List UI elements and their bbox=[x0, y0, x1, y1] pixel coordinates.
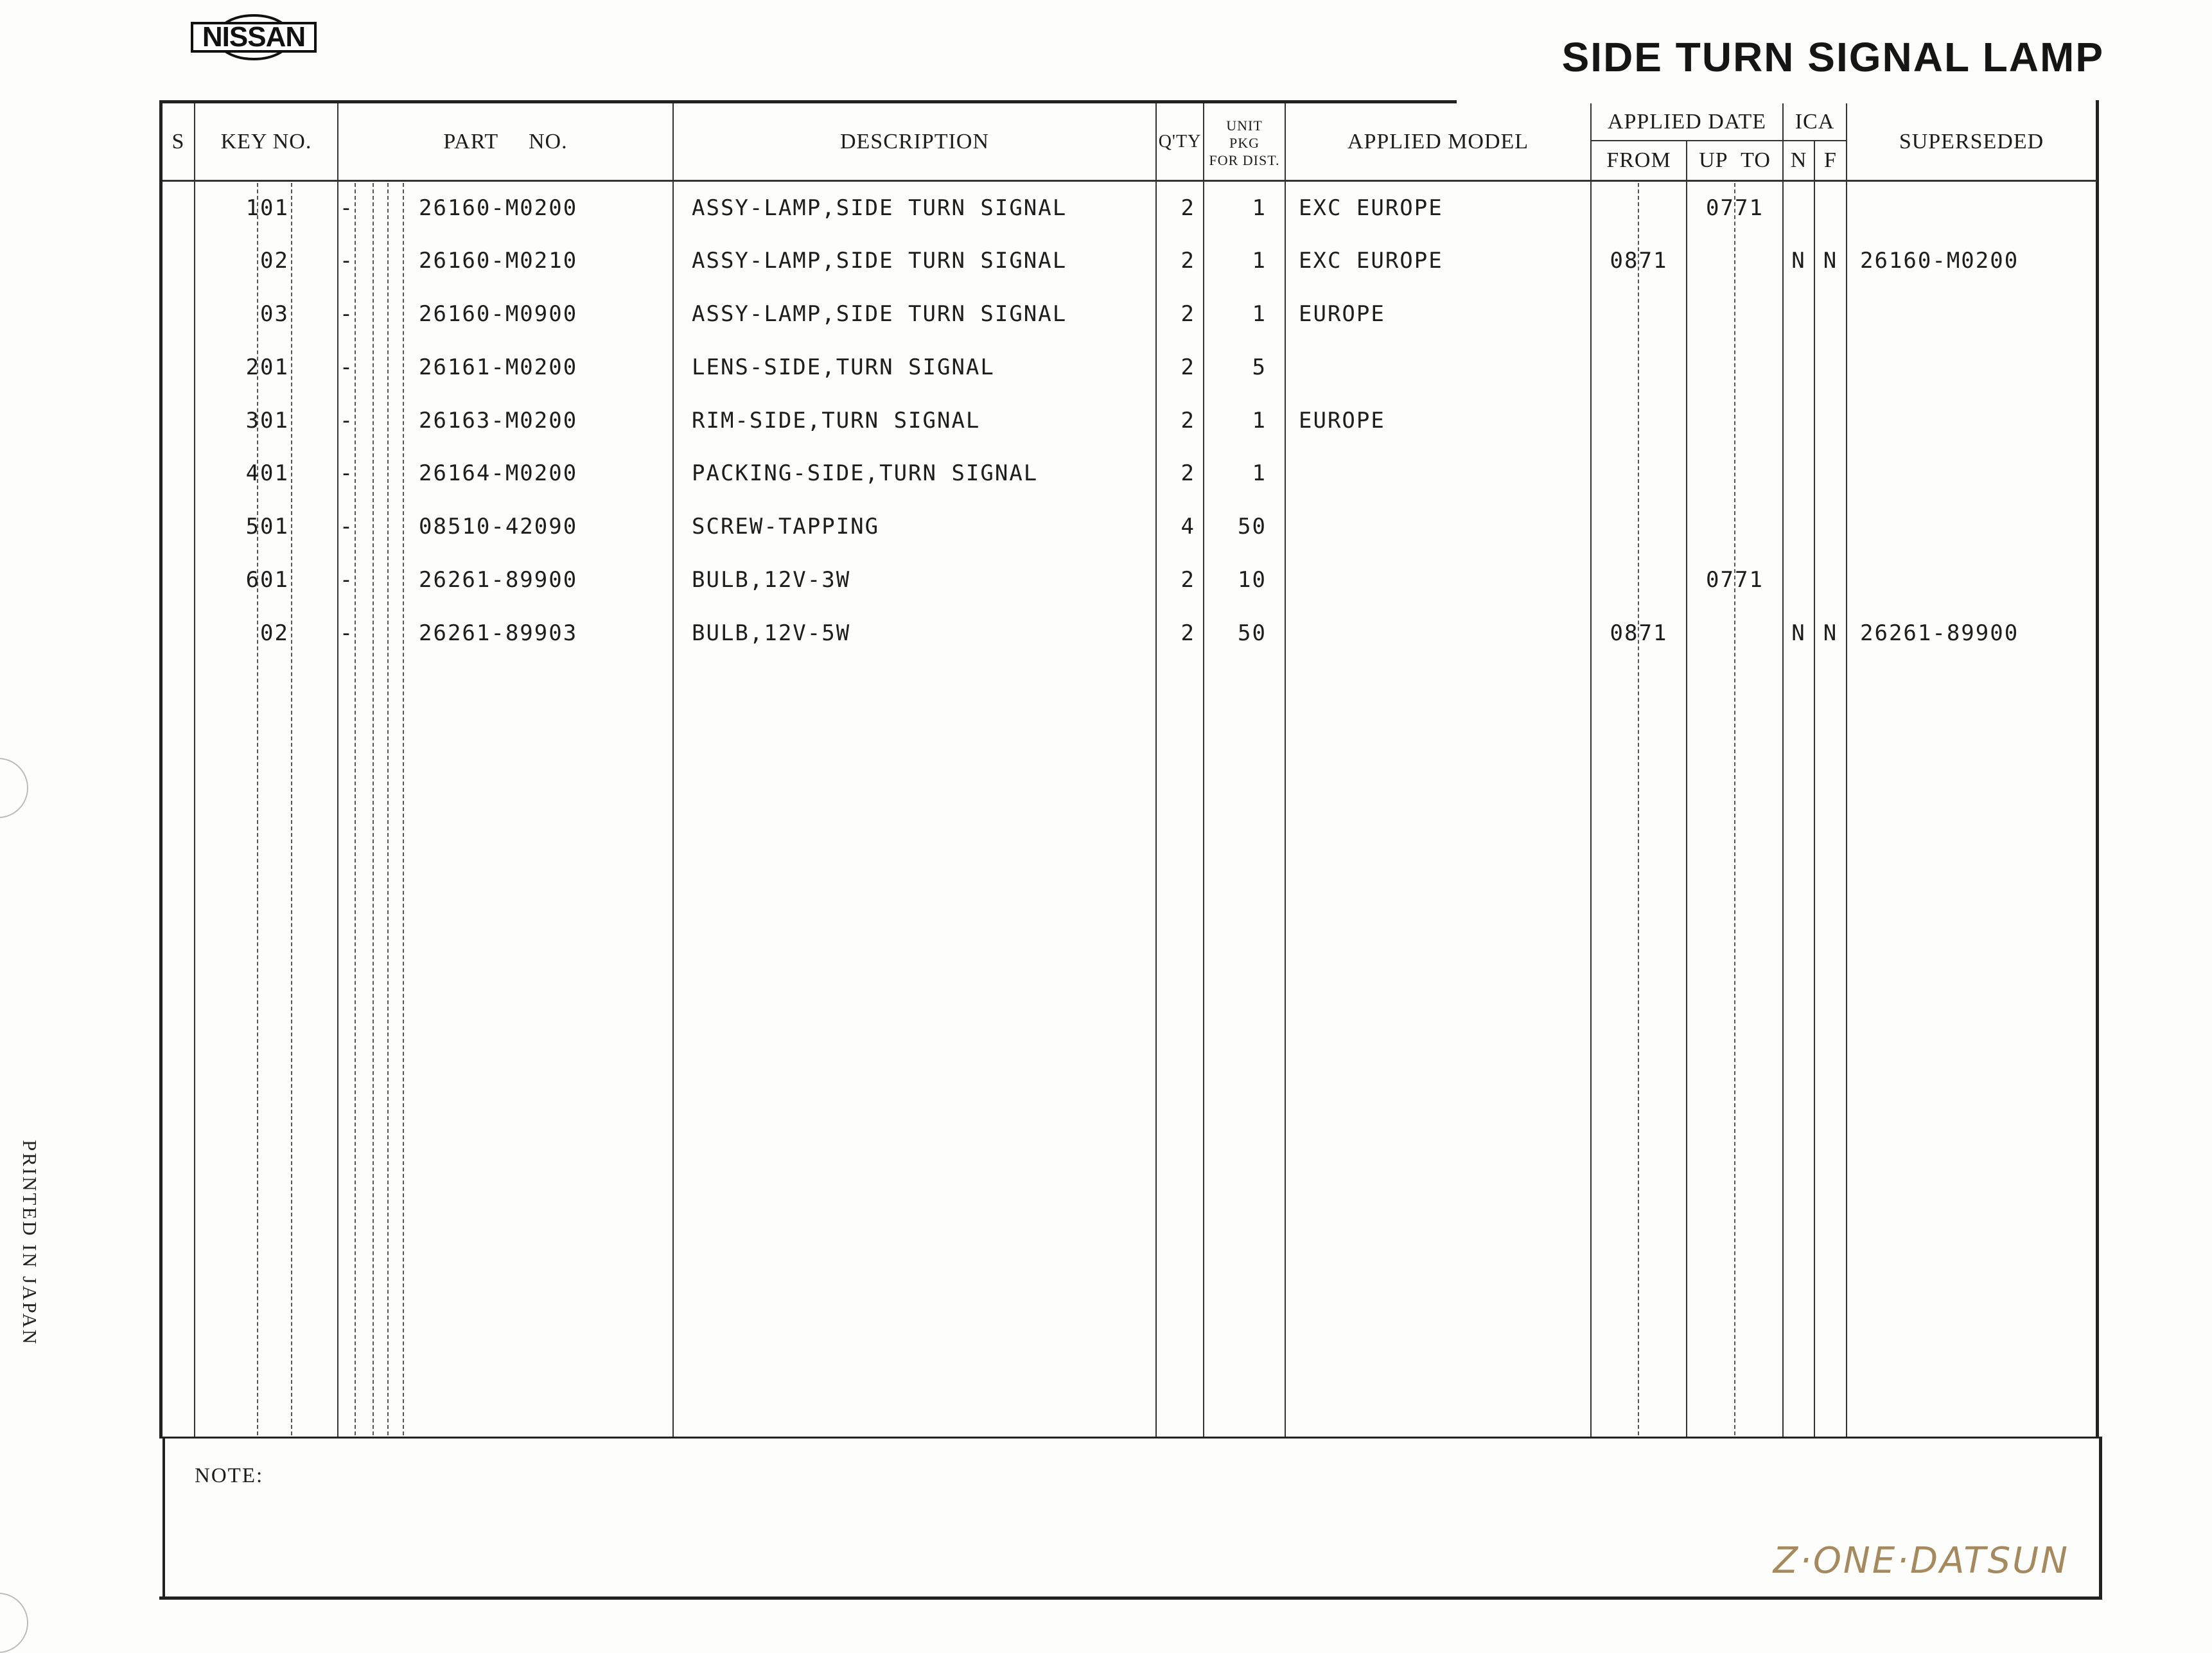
level-dash-cell: - bbox=[339, 460, 355, 486]
unit-pkg-cell: 50 bbox=[1238, 514, 1267, 539]
header-ica-n: N bbox=[1790, 148, 1807, 172]
level-dash-cell: - bbox=[339, 408, 355, 433]
applied-model-cell: EUROPE bbox=[1299, 408, 1385, 433]
level-dash-cell: - bbox=[339, 248, 355, 274]
applied-model-cell: EUROPE bbox=[1299, 301, 1385, 327]
unit-pkg-cell: 1 bbox=[1252, 460, 1267, 486]
qty-cell: 2 bbox=[1181, 248, 1195, 274]
part-no-cell: 26161-M0200 bbox=[419, 354, 578, 380]
ica-n-cell: N bbox=[1791, 620, 1806, 646]
header-description: DESCRIPTION bbox=[839, 129, 990, 153]
header-s: S bbox=[171, 129, 185, 153]
header-qty: Q'TY bbox=[1158, 131, 1202, 152]
up-to-date-cell: 0771 bbox=[1706, 195, 1764, 221]
nissan-logo bbox=[189, 14, 318, 60]
table-right-border bbox=[2096, 100, 2099, 1439]
col-line bbox=[1782, 103, 1784, 1437]
qty-cell: 2 bbox=[1181, 301, 1195, 327]
unit-pkg-cell: 1 bbox=[1252, 301, 1267, 327]
description-cell: RIM-SIDE,TURN SIGNAL bbox=[692, 408, 981, 433]
header-applied-date: APPLIED DATE bbox=[1607, 109, 1767, 134]
header-unit-pkg-line3: FOR DIST. bbox=[1209, 152, 1280, 168]
level-dash-cell: - bbox=[339, 195, 355, 221]
qty-cell: 2 bbox=[1181, 620, 1195, 646]
header-applied-model: APPLIED MODEL bbox=[1347, 129, 1529, 153]
printed-in-japan: PRINTED IN JAPAN bbox=[19, 1140, 41, 1346]
description-cell: PACKING-SIDE,TURN SIGNAL bbox=[692, 460, 1039, 486]
ica-n-cell: N bbox=[1791, 248, 1806, 274]
dashed-guide bbox=[1638, 183, 1639, 1435]
dashed-guide bbox=[373, 183, 374, 1435]
description-cell: LENS-SIDE,TURN SIGNAL bbox=[692, 354, 995, 380]
qty-cell: 4 bbox=[1181, 514, 1195, 539]
col-line bbox=[672, 103, 674, 1437]
watermark: Z·ONE·DATSUN bbox=[1773, 1540, 2069, 1582]
part-no-cell: 26261-89900 bbox=[419, 567, 578, 593]
level-dash-cell: - bbox=[339, 514, 355, 539]
header-unit-pkg bbox=[1204, 107, 1285, 179]
col-line bbox=[1285, 103, 1286, 1437]
col-line bbox=[194, 103, 195, 1437]
superseded-cell: 26261-89900 bbox=[1860, 620, 2019, 646]
description-cell: ASSY-LAMP,SIDE TURN SIGNAL bbox=[692, 301, 1067, 327]
page-title: SIDE TURN SIGNAL LAMP bbox=[1561, 34, 2104, 80]
header-unit-pkg-line1: UNIT bbox=[1226, 117, 1263, 134]
dashed-guide bbox=[1734, 183, 1735, 1435]
note-label: NOTE: bbox=[195, 1464, 264, 1487]
dashed-guide bbox=[291, 183, 292, 1435]
unit-pkg-cell: 5 bbox=[1252, 354, 1267, 380]
part-no-cell: 26160-M0900 bbox=[419, 301, 578, 327]
table-left-border bbox=[159, 100, 162, 1439]
qty-cell: 2 bbox=[1181, 354, 1195, 380]
key-no-cell: 201 bbox=[245, 354, 289, 380]
dashed-guide bbox=[403, 183, 404, 1435]
col-line bbox=[1590, 103, 1592, 1437]
unit-pkg-cell: 1 bbox=[1252, 248, 1267, 274]
col-line bbox=[1686, 140, 1687, 1437]
applied-model-cell: EXC EUROPE bbox=[1299, 248, 1443, 274]
up-to-date-cell: 0771 bbox=[1706, 567, 1764, 593]
note-right-border bbox=[2099, 1437, 2102, 1600]
key-no-cell: 03 bbox=[260, 301, 289, 327]
key-no-cell: 601 bbox=[245, 567, 289, 593]
description-cell: ASSY-LAMP,SIDE TURN SIGNAL bbox=[692, 195, 1067, 221]
qty-cell: 2 bbox=[1181, 408, 1195, 433]
key-no-cell: 02 bbox=[260, 620, 289, 646]
ica-f-cell: N bbox=[1823, 620, 1838, 646]
note-left-border bbox=[162, 1437, 165, 1600]
part-no-cell: 26164-M0200 bbox=[419, 460, 578, 486]
description-cell: SCREW-TAPPING bbox=[692, 514, 880, 539]
level-dash-cell: - bbox=[339, 567, 355, 593]
description-cell: ASSY-LAMP,SIDE TURN SIGNAL bbox=[692, 248, 1067, 274]
col-line bbox=[1203, 103, 1204, 1437]
note-divider bbox=[162, 1437, 2102, 1439]
header-divider bbox=[162, 180, 2097, 182]
header-from: FROM bbox=[1606, 148, 1671, 172]
header-key-no: KEY NO. bbox=[220, 129, 312, 153]
from-date-cell: 0871 bbox=[1610, 620, 1668, 646]
header-unit-pkg-line2: PKG bbox=[1229, 134, 1260, 151]
superseded-cell: 26160-M0200 bbox=[1860, 248, 2019, 274]
key-no-cell: 02 bbox=[260, 248, 289, 274]
header-ica-f: F bbox=[1824, 148, 1837, 172]
header-superseded: SUPERSEDED bbox=[1899, 129, 2044, 153]
applied-model-cell: EXC EUROPE bbox=[1299, 195, 1443, 221]
unit-pkg-cell: 1 bbox=[1252, 408, 1267, 433]
col-line bbox=[1814, 140, 1815, 1437]
header-ica: ICA bbox=[1795, 109, 1835, 134]
key-no-cell: 101 bbox=[245, 195, 289, 221]
dashed-guide bbox=[387, 183, 389, 1435]
binder-hole bbox=[0, 758, 28, 818]
col-line bbox=[1155, 103, 1157, 1437]
level-dash-cell: - bbox=[339, 354, 355, 380]
logo-text: NISSAN bbox=[202, 21, 306, 53]
ica-f-cell: N bbox=[1823, 248, 1838, 274]
header-up-to: UP TO bbox=[1699, 148, 1771, 172]
part-no-cell: 26160-M0200 bbox=[419, 195, 578, 221]
part-no-cell: 08510-42090 bbox=[419, 514, 578, 539]
from-date-cell: 0871 bbox=[1610, 248, 1668, 274]
col-line bbox=[1846, 103, 1847, 1437]
qty-cell: 2 bbox=[1181, 460, 1195, 486]
binder-hole bbox=[0, 1593, 28, 1653]
key-no-cell: 501 bbox=[245, 514, 289, 539]
key-no-cell: 401 bbox=[245, 460, 289, 486]
unit-pkg-cell: 50 bbox=[1238, 620, 1267, 646]
key-no-cell: 301 bbox=[245, 408, 289, 433]
unit-pkg-cell: 10 bbox=[1238, 567, 1267, 593]
table-bottom-border bbox=[159, 1596, 2102, 1600]
part-no-cell: 26163-M0200 bbox=[419, 408, 578, 433]
qty-cell: 2 bbox=[1181, 195, 1195, 221]
description-cell: BULB,12V-5W bbox=[692, 620, 851, 646]
description-cell: BULB,12V-3W bbox=[692, 567, 851, 593]
unit-pkg-cell: 1 bbox=[1252, 195, 1267, 221]
level-dash-cell: - bbox=[339, 620, 355, 646]
qty-cell: 2 bbox=[1181, 567, 1195, 593]
dashed-guide bbox=[355, 183, 356, 1435]
col-line bbox=[337, 103, 338, 1437]
header-part-no: PART NO. bbox=[443, 129, 568, 153]
part-no-cell: 26261-89903 bbox=[419, 620, 578, 646]
part-no-cell: 26160-M0210 bbox=[419, 248, 578, 274]
level-dash-cell: - bbox=[339, 301, 355, 327]
